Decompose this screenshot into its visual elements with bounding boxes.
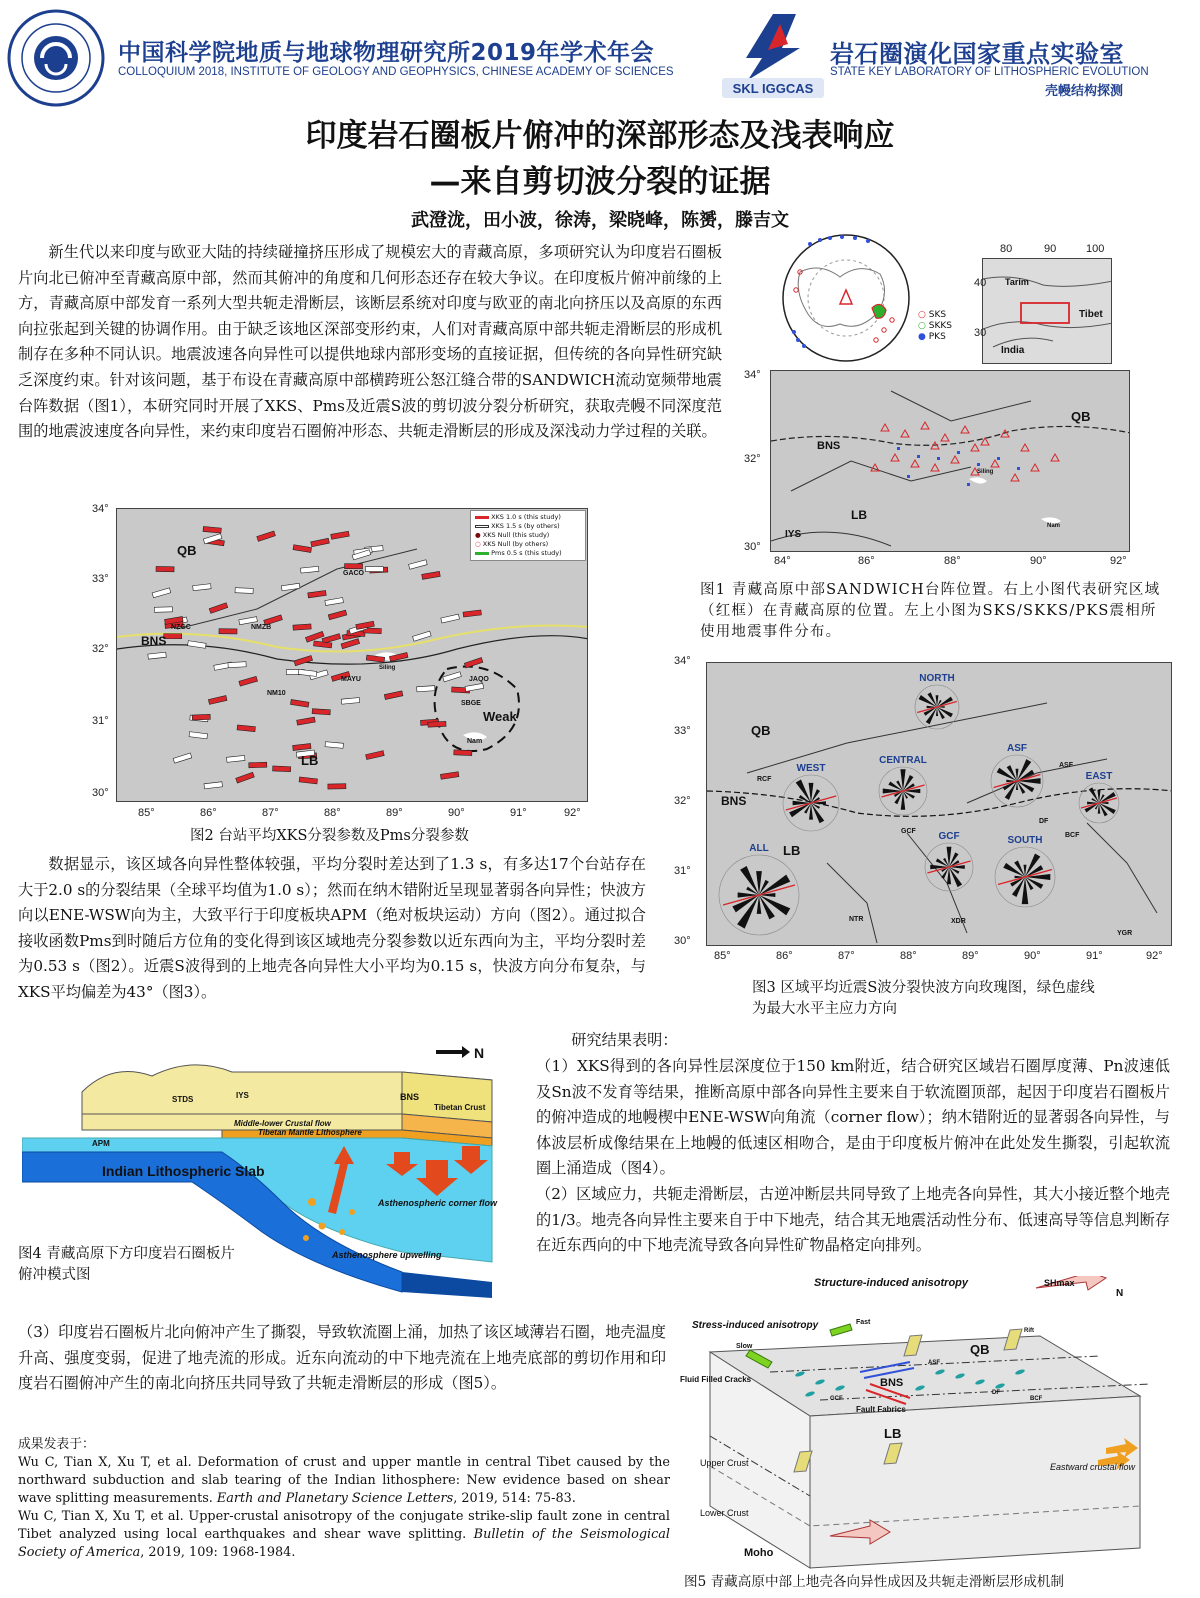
reference-1-journal: Earth and Planetary Science Letters xyxy=(216,1491,454,1506)
fig1-legend-pks: PKS xyxy=(928,332,946,342)
fig1-label-nam: Nam xyxy=(1047,523,1061,529)
data-paragraph: 数据显示，该区域各向异性整体较强，平均分裂时差达到了1.3 s，有多达17个台站存在大于2.0 s的分裂结果（全球平均值为1.0 s）；然而在纳木错附近呈现显著弱各向异性；快波方向以ENE-WSW向为主，大致平行于印度板块APM（绝对板块运动）方向（图2）。通过拟合接收函数Pms到时随后方位角的变化得到该区域地壳分裂参数以近东西向为主，平均分裂时差为0.53 s（图2）。近震S波得到的上地壳各向异性大小平均为0.15 s，快波方向分布复杂，与XKS平均偏差为43°（图3）。 xyxy=(18,855,646,1001)
fig1-legend: ○ SKS ○ SKKS ● PKS xyxy=(918,310,952,342)
fig4-label-bns: BNS xyxy=(400,1092,420,1102)
fig2-ytick: 33° xyxy=(92,573,109,585)
header-right-subtitle: STATE KEY LABORATORY OF LITHOSPHERIC EVOLUTION xyxy=(830,66,1149,78)
rose-label: ASF xyxy=(1007,743,1027,754)
fig2-label-weak: Weak xyxy=(483,709,517,724)
fig5-label-rift: Rift xyxy=(1024,1328,1034,1334)
poster-authors: 武澄泷，田小波，徐涛，梁晓峰，陈赟，滕吉文 xyxy=(411,210,789,231)
reference-2-text: Wu C, Tian X, Xu T, et al. Upper-crustal anisotropy of the conjugate strike-slip fault zone in central Tibet analyzed using local earthquakes and shear wave splitting. xyxy=(18,1509,670,1542)
fig2-xtick: 87° xyxy=(262,807,279,819)
fig3-ytick: 34° xyxy=(674,655,691,667)
fig5-label-bcf: BCF xyxy=(1030,1396,1043,1402)
fig5-label-stress: Stress-induced anisotropy xyxy=(692,1320,819,1331)
fig5-label-lower-crust: Lower Crust xyxy=(700,1508,749,1518)
fig5-label-fast: Fast xyxy=(856,1319,871,1326)
fig1-ytick: 30° xyxy=(744,541,761,553)
fig3-label-bns: BNS xyxy=(721,794,747,808)
header-left-title: 中国科学院地质与地球物理研究所2019年学术年会 xyxy=(118,40,655,66)
fig5-label-asf: ASF xyxy=(928,1360,940,1366)
fig3-label-ntr: NTR xyxy=(849,916,864,923)
fig2-label-gaco: GACO xyxy=(343,570,364,577)
fig3-label-df: DF xyxy=(1039,818,1049,825)
fig3-xtick: 89° xyxy=(962,950,979,962)
fig2-ytick: 32° xyxy=(92,643,109,655)
figure-3 xyxy=(670,650,1186,962)
fig5-label-moho: Moho xyxy=(744,1547,774,1559)
reference-2-tail: , 2019, 109: 1968-1984. xyxy=(140,1545,296,1560)
poster-title-line2: —来自剪切波分裂的证据 xyxy=(429,164,771,200)
fig3-ytick: 30° xyxy=(674,935,691,947)
fig4-label-mantle-lith: Tibetan Mantle Lithosphere xyxy=(258,1128,362,1137)
lab-logo xyxy=(718,10,828,102)
rose-label: NORTH xyxy=(919,673,955,684)
rose-label: CENTRAL xyxy=(879,755,927,766)
fig2-label-siling: Siling xyxy=(379,665,396,671)
fig1-globe-inset xyxy=(780,232,912,364)
fig4-label-upwelling: Asthenosphere upwelling xyxy=(332,1250,442,1260)
fig2-ytick: 34° xyxy=(92,503,109,515)
fig2-legend-item: XKS Null (by others) xyxy=(482,540,549,548)
fig1-ytick: 34° xyxy=(744,370,761,381)
fig2-xtick: 90° xyxy=(448,807,465,819)
fig2-label-nzgc: NZGC xyxy=(171,624,191,631)
institute-seal xyxy=(6,8,106,108)
fig1-inset-ticks xyxy=(974,242,1124,372)
fig1-legend-skks: SKKS xyxy=(928,321,952,331)
fig1-xtick: 90° xyxy=(1030,555,1047,567)
fig3-ytick: 31° xyxy=(674,865,691,877)
fig1-legend-sks: SKS xyxy=(928,310,947,320)
fig5-label-structure: Structure-induced anisotropy xyxy=(814,1277,969,1289)
fig2-ytick: 30° xyxy=(92,787,109,799)
fig5-label-cracks: Fluid Filled Cracks xyxy=(680,1375,752,1384)
reference-1-text: Wu C, Tian X, Xu T, et al. Deformation of crust and upper mantle in central Tibet caused by the northward subduction and slab tearing of the Indian lithosphere: New evidence based on shear wave splitting measurements. xyxy=(18,1455,670,1506)
fig4-label-stds: STDS xyxy=(172,1095,194,1104)
fig3-label-qb: QB xyxy=(751,723,771,738)
fig5-label-n: N xyxy=(1116,1288,1124,1299)
fig3-xtick: 85° xyxy=(714,950,731,962)
result-1: （1）XKS得到的各向异性层深度位于150 km附近，结合研究区域岩石圈厚度薄、Pn波速低及Sn波不发育等结果，推断高原中部各向异性主要来自于软流圈顶部，起因于印度岩石圈板片的俯冲造成的地幔楔中ENE-WSW向角流（corner flow）；纳木错附近的显著弱各向异性，与体波层析成像结果在上地幔的低速区相吻合，是由于印度板片俯冲在此处发生撕裂，引起软流圈上涌造成（图4）。 xyxy=(536,1057,1170,1178)
fig2-legend-item: XKS 1.5 s (by others) xyxy=(491,522,560,530)
fig2-label-sbge: SBGE xyxy=(461,700,481,707)
header-left-subtitle: COLLOQUIUM 2018, INSTITUTE OF GEOLOGY AND GEOPHYSICS, CHINESE ACADEMY OF SCIENCES xyxy=(118,66,674,78)
fig1-xtick: 86° xyxy=(858,555,875,567)
fig2-legend-item: Pms 0.5 s (this study) xyxy=(491,549,562,557)
fig1-inset-tibet: Tibet xyxy=(1079,309,1103,320)
fig2-label-mayu: MAYU xyxy=(341,676,361,683)
fig1-label-iys: IYS xyxy=(785,529,802,540)
fig5-label-bns: BNS xyxy=(880,1377,904,1389)
fig2-axis-ticks xyxy=(92,500,600,820)
fig3-label-gcf: GCF xyxy=(901,828,916,835)
fig1-label-qb: QB xyxy=(1071,409,1091,424)
fig5-label-fabrics: Fault Fabrics xyxy=(856,1405,906,1414)
fig5-label-eastward-flow: Eastward crustal flow xyxy=(1050,1462,1136,1472)
fig1-inset-xtick: 90 xyxy=(1044,243,1057,255)
fig1-ytick: 32° xyxy=(744,453,761,465)
header-right-tag: 壳幔结构探测 xyxy=(1045,84,1124,99)
fig5-label-qb: QB xyxy=(970,1342,990,1357)
svg-text:SKL IGGCAS: SKL IGGCAS xyxy=(732,81,814,96)
fig1-label-lb: LB xyxy=(851,508,867,522)
fig4-label-iys: IYS xyxy=(236,1091,249,1100)
fig2-legend-item: XKS Null (this study) xyxy=(482,531,550,539)
fig3-xtick: 90° xyxy=(1024,950,1041,962)
fig4-label-crustal-flow: Middle-lower Crustal flow xyxy=(234,1119,331,1128)
fig1-label-bns: BNS xyxy=(817,440,841,452)
fig5-caption: 图5 青藏高原中部上地壳各向异性成因及共轭走滑断层形成机制 xyxy=(684,1574,1064,1590)
fig3-ytick: 33° xyxy=(674,725,691,737)
fig2-xtick: 92° xyxy=(564,807,581,819)
fig5-label-upper-crust: Upper Crust xyxy=(700,1458,749,1468)
fig3-xtick: 88° xyxy=(900,950,917,962)
fig5-label-gcf: GCF xyxy=(830,1396,843,1402)
fig2-ytick: 31° xyxy=(92,715,109,727)
fig3-xtick: 92° xyxy=(1146,950,1163,962)
fig1-inset-ytick: 30 xyxy=(974,327,987,339)
fig4-label-corner-flow: Asthenospheric corner flow xyxy=(378,1198,498,1208)
fig1-inset-india: India xyxy=(1001,345,1025,356)
figure-1 xyxy=(734,232,1174,567)
fig1-inset-tarim: Tarim xyxy=(1005,277,1029,287)
reference-1-tail: , 2019, 514: 75-83. xyxy=(453,1491,576,1506)
fig1-xtick: 88° xyxy=(944,555,961,567)
fig2-legend: XKS 1.0 s (this study) XKS 1.5 s (by others) ● XKS Null (this study) ○ XKS Null (by others) Pms 0.5 s (this study) xyxy=(470,510,586,561)
results-heading: 研究结果表明： xyxy=(571,1031,678,1049)
figure-5 xyxy=(680,1276,1180,1572)
fig2-label-nm10: NM10 xyxy=(267,690,286,697)
fig4-label-n: N xyxy=(474,1045,485,1061)
intro-paragraph: 新生代以来印度与欧亚大陆的持续碰撞挤压形成了规模宏大的青藏高原，多项研究认为印度岩石圈板片向北已俯冲至青藏高原中部，然而其俯冲的角度和几何形态还存在较大争议。在印度板片俯冲前缘的上方，青藏高原中部发育一系列大型共轭走滑断层，该断层系统对印度与欧亚的南北向挤压以及高原的东西向拉张起到关键的协调作用。由于缺乏该地区深部变形约束，人们对青藏高原中部共轭走滑断层的形成机制存在多种不同认识。地震波速各向异性可以提供地球内部形变场的直接证据，但传统的各向异性研究缺乏深度约束。针对该问题，基于布设在青藏高原中部横跨班公怒江缝合带的SANDWICH流动宽频带地震台阵数据（图1），本研究同时开展了XKS、Pms及近震S波的剪切波分裂分析研究，获取壳幔不同深度范围的地震波速度各向异性，来约束印度岩石圈俯冲形态、共轭走滑断层的形成及深浅动力学过程的关联。 xyxy=(18,243,722,441)
fig3-label-lb: LB xyxy=(783,843,801,858)
references-heading: 成果发表于： xyxy=(18,1437,95,1452)
fig4-label-apm: APM xyxy=(92,1139,110,1148)
reference-2-journal: Bulletin of the Seismological Society of America xyxy=(18,1527,670,1560)
result-3: （3）印度岩石圈板片北向俯冲产生了撕裂，导致软流圈上涌，加热了该区域薄岩石圈，地壳温度升高、强度变弱，促进了地壳流的形成。近东向流动的中下地壳流在上地壳底部的剪切作用和印度岩石圈俯冲产生的南北向挤压共同导致了共轭走滑断层的形成（图5）。 xyxy=(18,1323,666,1393)
fig1-caption: 图1 青藏高原中部SANDWICH台阵位置。右上小图代表研究区域（红框）在青藏高原的位置。左上小图为SKS/SKKS/PKS震相所使用地震事件分布。 xyxy=(700,582,1161,640)
fig4-caption: 图4 青藏高原下方印度岩石圈板片俯冲模式图 xyxy=(18,1246,235,1283)
reference-1 xyxy=(18,1454,670,1508)
fig2-legend-item: XKS 1.0 s (this study) xyxy=(491,513,561,521)
fig2-xtick: 85° xyxy=(138,807,155,819)
fig4-north-arrow xyxy=(436,1045,484,1061)
rose-label: GCF xyxy=(938,831,960,842)
poster-title-line1: 印度岩石圈板片俯冲的深部形态及浅表响应 xyxy=(305,118,895,154)
fig5-label-df: DF xyxy=(992,1390,1000,1396)
fig2-xtick: 88° xyxy=(324,807,341,819)
fig3-axis-ticks xyxy=(670,650,1186,962)
fig3-label-bcf: BCF xyxy=(1065,832,1080,839)
fig3-label-xdr: XDR xyxy=(951,918,966,925)
fig3-label-ygr: YGR xyxy=(1117,930,1133,937)
fig1-axis-ticks xyxy=(734,370,1174,570)
rose-label: SOUTH xyxy=(1007,835,1043,846)
fig2-label-jaqo: JAQO xyxy=(469,676,489,683)
fig3-xtick: 87° xyxy=(838,950,855,962)
fig4-label-tibetan-crust: Tibetan Crust xyxy=(434,1103,486,1112)
fig2-label-nmzb: NMZB xyxy=(251,624,272,631)
result-2: （2）区域应力，共轭走滑断层，古逆冲断层共同导致了上地壳各向异性，其大小接近整个地壳的1/3。地壳各向异性主要来自于中下地壳，结合其无地震活动性分布、低速高导等信息判断存在近东西向的中下地壳流导致各向异性矿物晶格定向排列。 xyxy=(536,1185,1170,1255)
references xyxy=(18,1436,670,1562)
fig2-xtick: 91° xyxy=(510,807,527,819)
fig5-label-shmax: SHmax xyxy=(1044,1278,1075,1288)
fig2-xtick: 89° xyxy=(386,807,403,819)
figure-2 xyxy=(92,500,600,820)
fig2-label-bns: BNS xyxy=(141,634,167,648)
rose-label: WEST xyxy=(796,763,826,774)
fig3-ytick: 32° xyxy=(674,795,691,807)
fig1-label-siling: Siling xyxy=(977,469,994,475)
rose-label: EAST xyxy=(1085,771,1113,782)
fig1-xtick: 84° xyxy=(774,555,791,567)
fig1-inset-xtick: 80 xyxy=(1000,243,1013,255)
fig1-inset-ytick: 40 xyxy=(974,277,987,289)
fig3-caption: 图3 区域平均近震S波分裂快波方向玫瑰图，绿色虚线为最大水平主应力方向 xyxy=(752,980,1095,1017)
fig2-xtick: 86° xyxy=(200,807,217,819)
fig3-xtick: 91° xyxy=(1086,950,1103,962)
fig1-xtick: 92° xyxy=(1110,555,1127,567)
fig5-label-slow: Slow xyxy=(736,1343,753,1350)
fig2-caption: 图2 台站平均XKS分裂参数及Pms分裂参数 xyxy=(190,828,469,844)
fig3-xtick: 86° xyxy=(776,950,793,962)
fig2-label-nam: Nam xyxy=(467,738,483,745)
fig4-label-slab: Indian Lithospheric Slab xyxy=(102,1163,265,1179)
fig5-label-lb: LB xyxy=(884,1426,902,1441)
reference-2 xyxy=(18,1508,670,1562)
rose-label: ALL xyxy=(749,843,769,854)
fig1-inset-xtick: 100 xyxy=(1086,243,1105,255)
fig3-label-asf: ASF xyxy=(1059,762,1073,769)
fig2-label-lb: LB xyxy=(301,753,319,768)
header-right-title: 岩石圈演化国家重点实验室 xyxy=(830,40,1124,68)
fig2-label-qb: QB xyxy=(177,543,197,558)
fig3-label-rcf: RCF xyxy=(757,776,772,783)
